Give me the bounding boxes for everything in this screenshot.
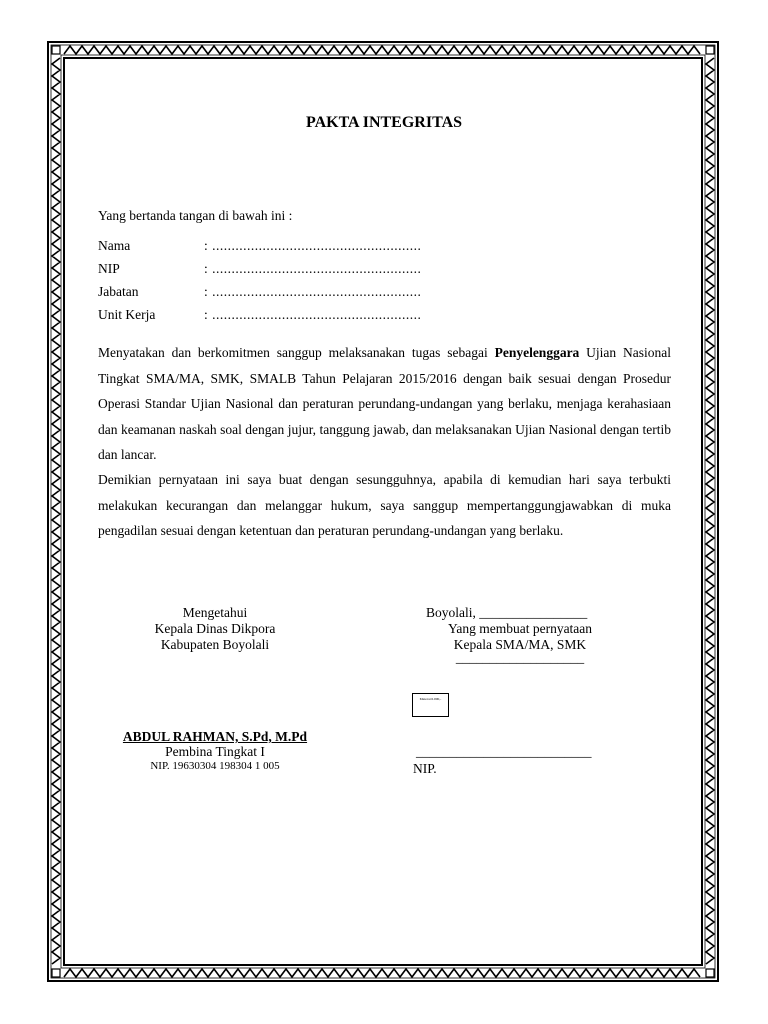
left-signer-name-wrap: [110, 729, 320, 745]
right-sig-blank-line: ___________________: [455, 650, 585, 665]
left-signer-name: ABDUL RAHMAN, S.Pd, M.Pd: [122, 729, 308, 744]
right-signature-line: __________________________: [416, 744, 592, 759]
field-value-nip: : ......................................................: [204, 261, 422, 276]
left-sig-line3: Kabupaten Boyolali: [160, 637, 270, 652]
field-label-nama: Nama: [98, 238, 131, 253]
intro-text: Yang bertanda tangan di bawah ini :: [98, 208, 293, 223]
stamp-duty-box: [412, 693, 449, 717]
right-sig-line1: Yang membuat pernyataan: [447, 621, 593, 636]
field-label-jabatan: Jabatan: [98, 284, 139, 299]
left-sig-line2: Kepala Dinas Dikpora: [154, 621, 276, 636]
left-sig-line1: Mengetahui: [182, 605, 248, 620]
left-signer-rank: Pembina Tingkat I: [165, 744, 265, 759]
statement-text-end: Ujian Nasional Tingkat SMA/MA, SMK, SMALB Tahun Pelajaran 2015/2016 dengan baik sesuai dengan Prosedur Operasi Standar Ujian Nasional dan peraturan perundang-undangan yang berlaku, menjaga kerahasiaan dan keamanan naskah soal dengan jujur, tanggung jawab, dan melaksanakan Ujian Nasional dengan tertib dan lancar.: [98, 345, 671, 462]
right-signer-nip: NIP.: [413, 761, 437, 776]
left-signer-nip: NIP. 19630304 198304 1 005: [150, 760, 280, 772]
right-sig-line2: Kepala SMA/MA, SMK: [453, 637, 587, 652]
statement-paragraph: [98, 340, 671, 468]
field-label-unit-kerja: Unit Kerja: [98, 307, 156, 322]
statement-text-start: Menyatakan dan berkomitmen sanggup melaksanakan tugas sebagai: [98, 345, 495, 360]
field-value-unit-kerja: : ......................................................: [204, 307, 422, 322]
field-value-jabatan: : ......................................................: [204, 284, 422, 299]
statement-bold-term: Penyelenggara: [494, 345, 580, 360]
document-title: PAKTA INTEGRITAS: [305, 114, 463, 131]
stamp-duty-text: Meterai 6.000,-: [419, 697, 442, 701]
closing-paragraph: Demikian pernyataan ini saya buat dengan sesungguhnya, apabila di kemudian hari saya terbukti melakukan kecurangan dan melanggar hukum, saya sanggup mempertanggungjawabkan di muka pengadilan sesuai dengan ketentuan dan peraturan perundang-undangan yang berlaku.: [98, 472, 671, 538]
field-label-nip: NIP: [98, 261, 120, 276]
place-date: Boyolali, ________________: [426, 605, 588, 620]
field-value-nama: : ......................................................: [204, 238, 422, 253]
